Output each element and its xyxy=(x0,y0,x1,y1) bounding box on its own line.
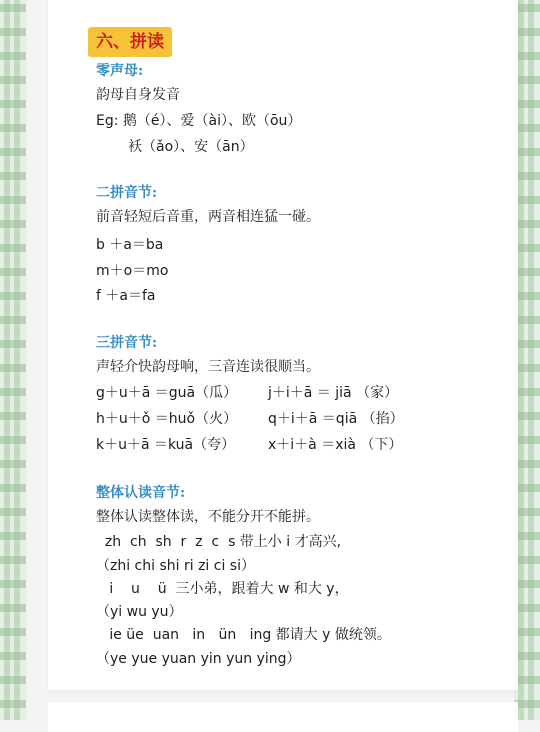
zero-initial-line: 袄（ǎo）、安（ān） xyxy=(128,139,254,155)
three-part-heading: 三拼音节: xyxy=(96,335,158,351)
three-part-example-left: h＋u＋ǒ ＝huǒ（火） xyxy=(96,411,238,427)
whole-syllable-line: （ye yue yuan yin yun ying） xyxy=(96,651,301,667)
next-page-edge xyxy=(48,702,518,732)
three-part-example-left: k＋u＋ā ＝kuā（夸） xyxy=(96,437,236,453)
whole-syllable-line: （yi wu yu） xyxy=(96,604,183,620)
three-part-line: 声轻介快韵母响，三音连读很顺当。 xyxy=(96,359,320,375)
decorative-border-left xyxy=(0,0,26,720)
two-part-line: 前音轻短后音重，两音相连猛一碰。 xyxy=(96,209,320,225)
zero-initial-line: 韵母自身发音 xyxy=(96,87,180,103)
three-part-example-right: j＋i＋ā ＝ jiā （家） xyxy=(268,385,399,401)
two-part-line: f ＋a＝fa xyxy=(96,288,156,304)
three-part-example-left: g＋u＋ā ＝guā（瓜） xyxy=(96,385,238,401)
three-part-example-right: q＋i＋ā ＝qiā （掐） xyxy=(268,411,404,427)
whole-syllable-line: i u ü 三小弟，跟着大 w 和大 y， xyxy=(96,581,349,597)
two-part-heading: 二拼音节: xyxy=(96,185,158,201)
zero-initial-heading: 零声母: xyxy=(96,63,144,79)
three-part-example-right: x＋i＋à ＝xià （下） xyxy=(268,437,403,453)
two-part-line: b ＋a＝ba xyxy=(96,237,164,253)
whole-syllable-line: zh ch sh r z c s 带上小 i 才高兴, xyxy=(96,534,342,550)
two-part-line: m＋o＝mo xyxy=(96,263,169,279)
section-title: 六、拼读 xyxy=(88,27,172,57)
whole-syllable-line: （zhi chi shi ri zi ci si） xyxy=(96,558,255,574)
whole-syllable-line: 整体认读整体读，不能分开不能拼。 xyxy=(96,509,320,525)
whole-syllable-line: ie üe uan in ün ing 都请大 y 做统领。 xyxy=(96,627,391,643)
zero-initial-line: Eg: 鹅（é）、爱（ài）、欧（ōu） xyxy=(96,113,302,129)
whole-syllable-heading: 整体认读音节: xyxy=(96,485,186,501)
